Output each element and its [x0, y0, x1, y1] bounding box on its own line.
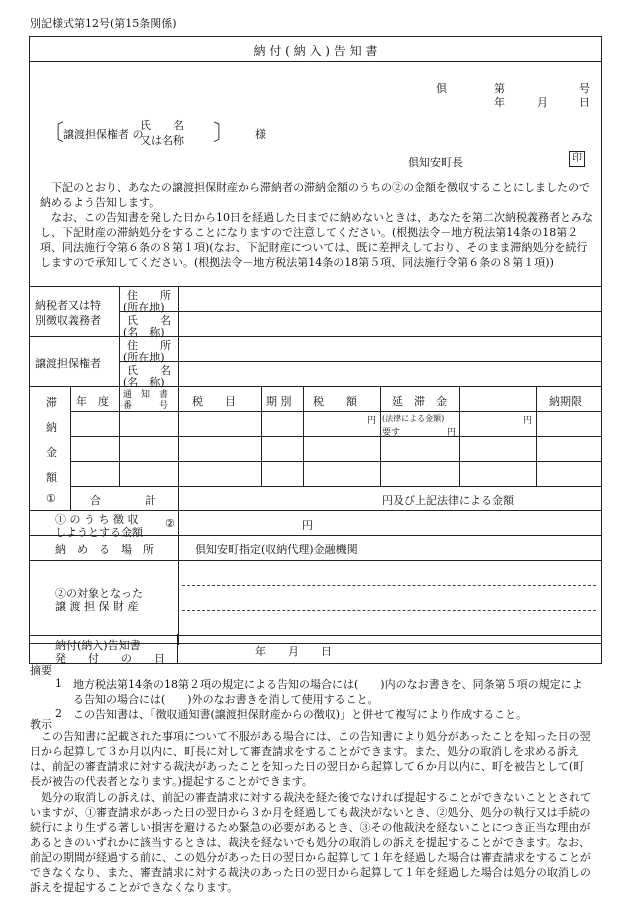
- collect-mark: ②: [165, 517, 175, 530]
- header-item: 税 目: [192, 395, 236, 408]
- addressee-name-bottom: 又は名称: [140, 134, 184, 147]
- summary-heading: 摘要: [30, 664, 52, 677]
- addressee-name-top: 氏 名: [140, 119, 184, 132]
- instruction-paragraph-2: 処分の取消しの訴えは、前記の審査請求に対する裁決を経た後でなければ提起することができないこととされていますが、①審査請求があった日の翌日から３か月を経過しても裁決がないとき、②処分、処分の執行又は手続の続行により生ずる著しい損害を避けるため緊急の必要があるとき、③その他裁決を経ないことにつき正当な理由があるときのいずれかに該当するときは、裁決を経ないでも処分の取消しの訴えを提起することができます。なお、前記の期間が経過する前に、この処分があった日の翌日から起算して１年を経過した場合は審査請求をすることができなくなり、また、審査請求に対する裁決のあった日の翌日から起算して１年を経過した場合は処分の取消しの訴えを提起することができなくなります。: [30, 791, 591, 894]
- holder-address-label-1: 住 所: [127, 339, 171, 352]
- late-unit-yen: 円: [447, 428, 457, 438]
- header-kura: 倶: [436, 82, 447, 95]
- issuer-name: 倶知安町長: [408, 156, 463, 169]
- property-label-2: 譲 渡 担 保 財 産: [55, 600, 139, 613]
- instruction-heading: 教示: [30, 718, 52, 731]
- summary-item-1: 地方税法第14条の18第２項の規定による告知の場合には( )内のなお書きを、同条第５項の規定による告知の場合には( )外のなお書きを消して使用すること。: [73, 678, 583, 706]
- header-amount: 税 額: [313, 395, 357, 408]
- header-nen: 年: [494, 96, 505, 109]
- header-due: 納期限: [549, 395, 582, 408]
- header-tsuki: 月: [537, 96, 548, 109]
- side-label-4: ①: [46, 492, 56, 505]
- header-late: 延 滞 金: [392, 395, 447, 408]
- bracket-right: 〕: [213, 121, 236, 146]
- holder-label: 譲渡担保権者: [35, 357, 101, 370]
- taxpayer-address-label-1: 住 所: [127, 289, 171, 302]
- side-label-3: 額: [46, 471, 57, 484]
- notice-paragraph-2: なお、この告知書を発した日から10日を経過した日までに納めないときは、あなたを第二次納税義務者とみなし、下記財産の滞納処分をすることになりますので注意してください。(根拠法令－地方税法第14条の18第２項、同法施行令第６条の８第１項)(なお、下記財産については、既に差押えしており、そのまま滞納処分を続行しますので承知してください。(根拠法令－地方税法第14条の18第５項、同法施行令第６条の８第１項)): [40, 211, 593, 269]
- place-value: 倶知安町指定(収納代理)金融機関: [195, 543, 358, 556]
- collect-label-2: しようとする金額: [55, 526, 143, 539]
- header-year: 年 度: [76, 395, 109, 408]
- header-hi: 日: [579, 96, 590, 109]
- property-label-1: ②の対象となった: [55, 587, 143, 600]
- taxpayer-label-2: 別徴収義務者: [35, 314, 101, 327]
- issue-date-label-2: 発 付 の 日: [55, 652, 165, 665]
- form-reference: 別記様式第12号(第15条関係): [30, 17, 177, 30]
- summary-item-2: この告知書は、「徴収通知書(譲渡担保財産からの徴収)」と併せて複写により作成すること。: [73, 708, 528, 721]
- notice-paragraph-1: 下記のとおり、あなたの譲渡担保財産から滞納者の滞納金額のうちの②の金額を徴収することにしましたので納めるよう告知します。: [40, 181, 590, 209]
- side-label-2: 金: [46, 446, 57, 459]
- side-label-1: 納: [46, 421, 57, 434]
- summary-number-1: 1: [55, 677, 62, 690]
- instruction-paragraph-1: この告知書に記載された事項について不服がある場合には、この告知書により処分があったことを知った日の翌日から起算して３か月以内に、町長に対して審査請求をすることができます。また、処分の取消しを求める訴えは、前記の審査請求に対する裁決があったことを知った日の翌日から起算して６か月以内に、町を被告として(町長が被告の代表者となります。)提起することができます。: [30, 730, 591, 788]
- total-label: 合 計: [90, 494, 156, 507]
- bracket-left: 〔: [42, 121, 65, 146]
- form-title: 納 付 ( 納 入 ) 告 知 書: [253, 44, 378, 58]
- summary-number-2: 2: [55, 707, 62, 720]
- taxpayer-label-1: 納税者又は特: [35, 299, 101, 312]
- header-period: 期 別: [266, 395, 292, 408]
- collect-unit: 円: [302, 519, 313, 532]
- late-required: 要す: [382, 428, 401, 438]
- due-unit-yen: 円: [523, 416, 533, 426]
- total-note: 円及び上記法律による金額: [382, 494, 514, 507]
- addressee-prefix: 譲渡担保権者 の: [63, 128, 144, 141]
- notice-form: [29, 36, 602, 644]
- holder-address-label-2: (所在地): [123, 351, 165, 364]
- seal-mark: 印: [569, 151, 585, 167]
- header-notice-no-1: 通 知 書: [123, 390, 169, 400]
- place-label: 納 め る 場 所: [55, 543, 154, 556]
- issue-date-label-1: 納付(納入)告知書: [55, 639, 141, 652]
- amount-unit-yen: 円: [367, 416, 377, 426]
- taxpayer-name-label-1: 氏 名: [127, 314, 171, 327]
- side-label-0: 滞: [46, 396, 57, 409]
- taxpayer-address-label-2: (所在地): [123, 301, 165, 314]
- issue-date-value: 年 月 日: [255, 645, 332, 658]
- taxpayer-name-label-2: (名 称): [123, 326, 165, 339]
- late-law-note: (法律による金額): [382, 414, 445, 423]
- header-go: 号: [579, 82, 590, 95]
- collect-label-1: ① の う ち 徴 収: [55, 513, 139, 526]
- addressee-sama: 様: [255, 128, 266, 141]
- header-dai: 第: [494, 82, 505, 95]
- holder-name-label-1: 氏 名: [127, 364, 171, 377]
- holder-name-label-2: (名 称): [123, 376, 165, 389]
- header-notice-no-2: 番 号: [123, 401, 169, 411]
